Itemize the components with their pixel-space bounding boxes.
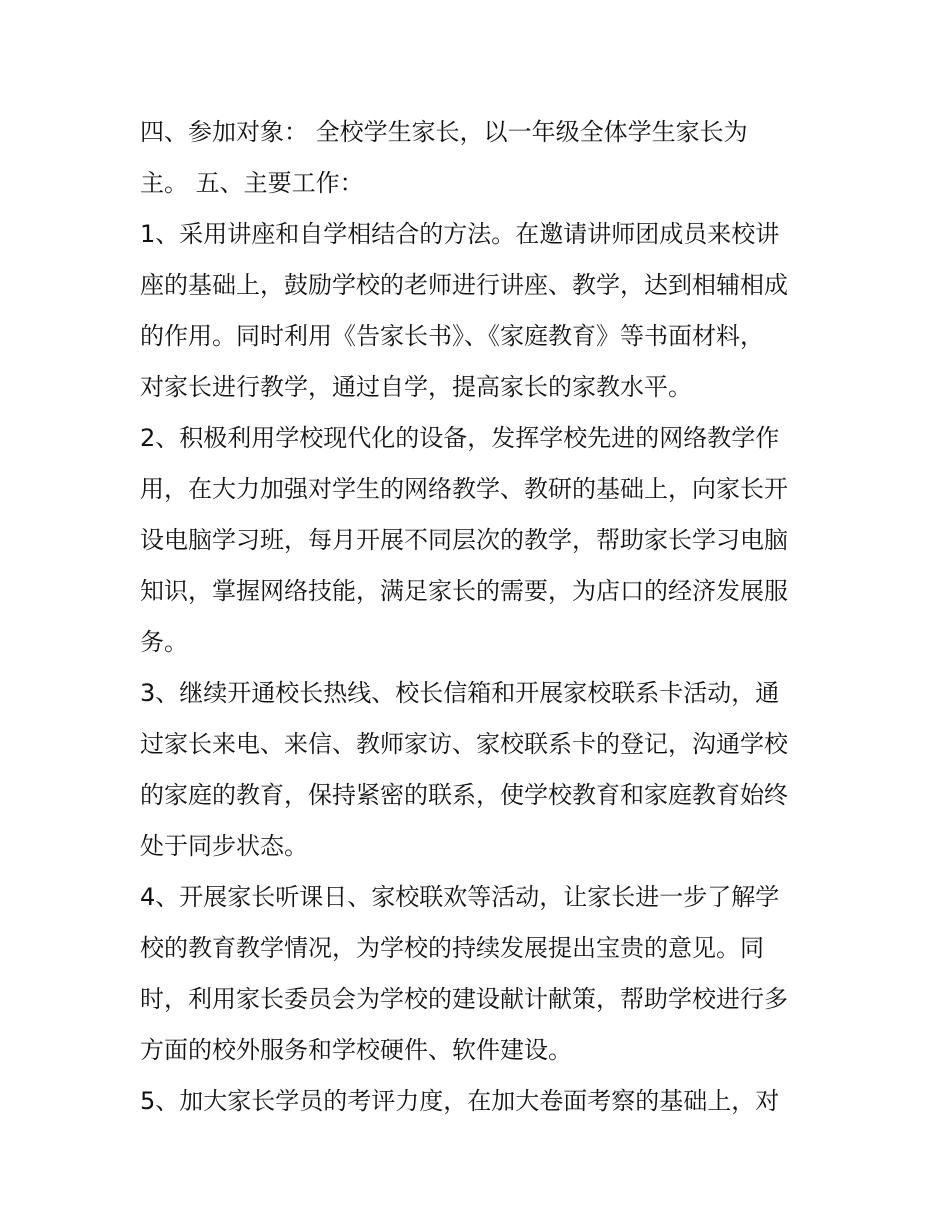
text-line: 处于同步状态。	[140, 832, 308, 860]
text-line: 5、加大家长学员的考评力度，在加大卷面考察的基础上，对	[140, 1087, 780, 1115]
text-line: 主。 五、主要工作：	[140, 169, 364, 197]
text-line: 校的教育教学情况，为学校的持续发展提出宝贵的意见。同	[140, 934, 764, 962]
text-line: 方面的校外服务和学校硬件、软件建设。	[140, 1036, 572, 1064]
text-line: 对家长进行教学，通过自学，提高家长的家教水平。	[140, 373, 692, 401]
text-line: 过家长来电、来信、教师家访、家校联系卡的登记，沟通学校	[140, 730, 788, 758]
paragraph-item-3	[140, 668, 812, 872]
paragraph-item-5	[140, 1076, 812, 1127]
text-line: 的作用。同时利用《告家长书》、《家庭教育》等书面材料，	[140, 322, 764, 350]
text-line: 设电脑学习班，每月开展不同层次的教学，帮助家长学习电脑	[140, 526, 788, 554]
paragraph-item-2	[140, 413, 812, 668]
text-line: 座的基础上，鼓励学校的老师进行讲座、教学，达到相辅相成	[140, 271, 788, 299]
paragraph-item-4	[140, 872, 812, 1076]
text-line: 务。	[140, 628, 188, 656]
text-line: 4、开展家长听课日、家校联欢等活动，让家长进一步了解学	[140, 883, 780, 911]
text-line: 四、参加对象： 全校学生家长，以一年级全体学生家长为	[140, 118, 748, 146]
paragraph-participants	[140, 107, 812, 209]
paragraph-item-1	[140, 209, 812, 413]
document-body	[140, 107, 812, 1127]
text-line: 的家庭的教育，保持紧密的联系，使学校教育和家庭教育始终	[140, 781, 788, 809]
text-line: 时，利用家长委员会为学校的建设献计献策，帮助学校进行多	[140, 985, 788, 1013]
text-line: 知识，掌握网络技能，满足家长的需要，为店口的经济发展服	[140, 577, 788, 605]
text-line: 2、积极利用学校现代化的设备，发挥学校先进的网络教学作	[140, 424, 780, 452]
text-line: 3、继续开通校长热线、校长信箱和开展家校联系卡活动，通	[140, 679, 780, 707]
text-line: 1、采用讲座和自学相结合的方法。在邀请讲师团成员来校讲	[140, 220, 780, 248]
text-line: 用，在大力加强对学生的网络教学、教研的基础上，向家长开	[140, 475, 788, 503]
